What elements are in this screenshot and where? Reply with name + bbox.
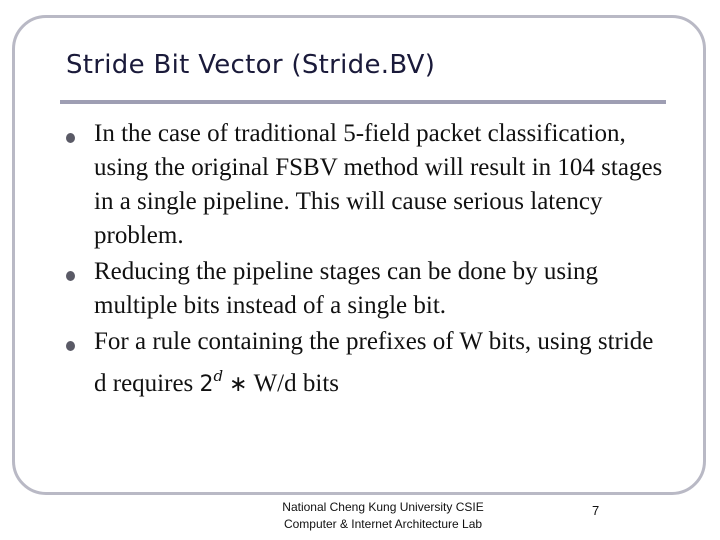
bullet-text: Reducing the pipeline stages can be done by using multiple bits instead of a single bit.: [94, 258, 599, 319]
formula-exponent: d: [213, 367, 224, 385]
bullet-dot-icon: [66, 341, 75, 351]
footer-line-2: Computer & Internet Architecture Lab: [283, 517, 483, 531]
title-divider: [60, 100, 666, 104]
bullet-dot-icon: [66, 133, 75, 143]
formula-tail: W/d bits: [253, 370, 339, 397]
page-number: 7: [592, 503, 600, 518]
formula-base: 2: [199, 372, 214, 397]
footer-line-1: National Cheng Kung University CSIE: [282, 500, 484, 514]
bullet-item: [60, 255, 670, 323]
bullet-item: [60, 117, 670, 253]
footer-text: [238, 499, 528, 533]
bullet-text: In the case of traditional 5-field packet classification, using the original FSBV method will result in 104 stages in a single pipeline. This will cause serious latency problem.: [94, 120, 663, 249]
slide-title: Stride Bit Vector (Stride.BV): [66, 50, 436, 80]
formula-operator: ∗: [229, 372, 248, 397]
bullet-item: [60, 325, 670, 402]
bullet-list: [60, 117, 670, 404]
bullet-text: For a rule containing the prefixes of W bits, using stride d requires: [94, 328, 654, 397]
bullet-dot-icon: [66, 271, 75, 281]
